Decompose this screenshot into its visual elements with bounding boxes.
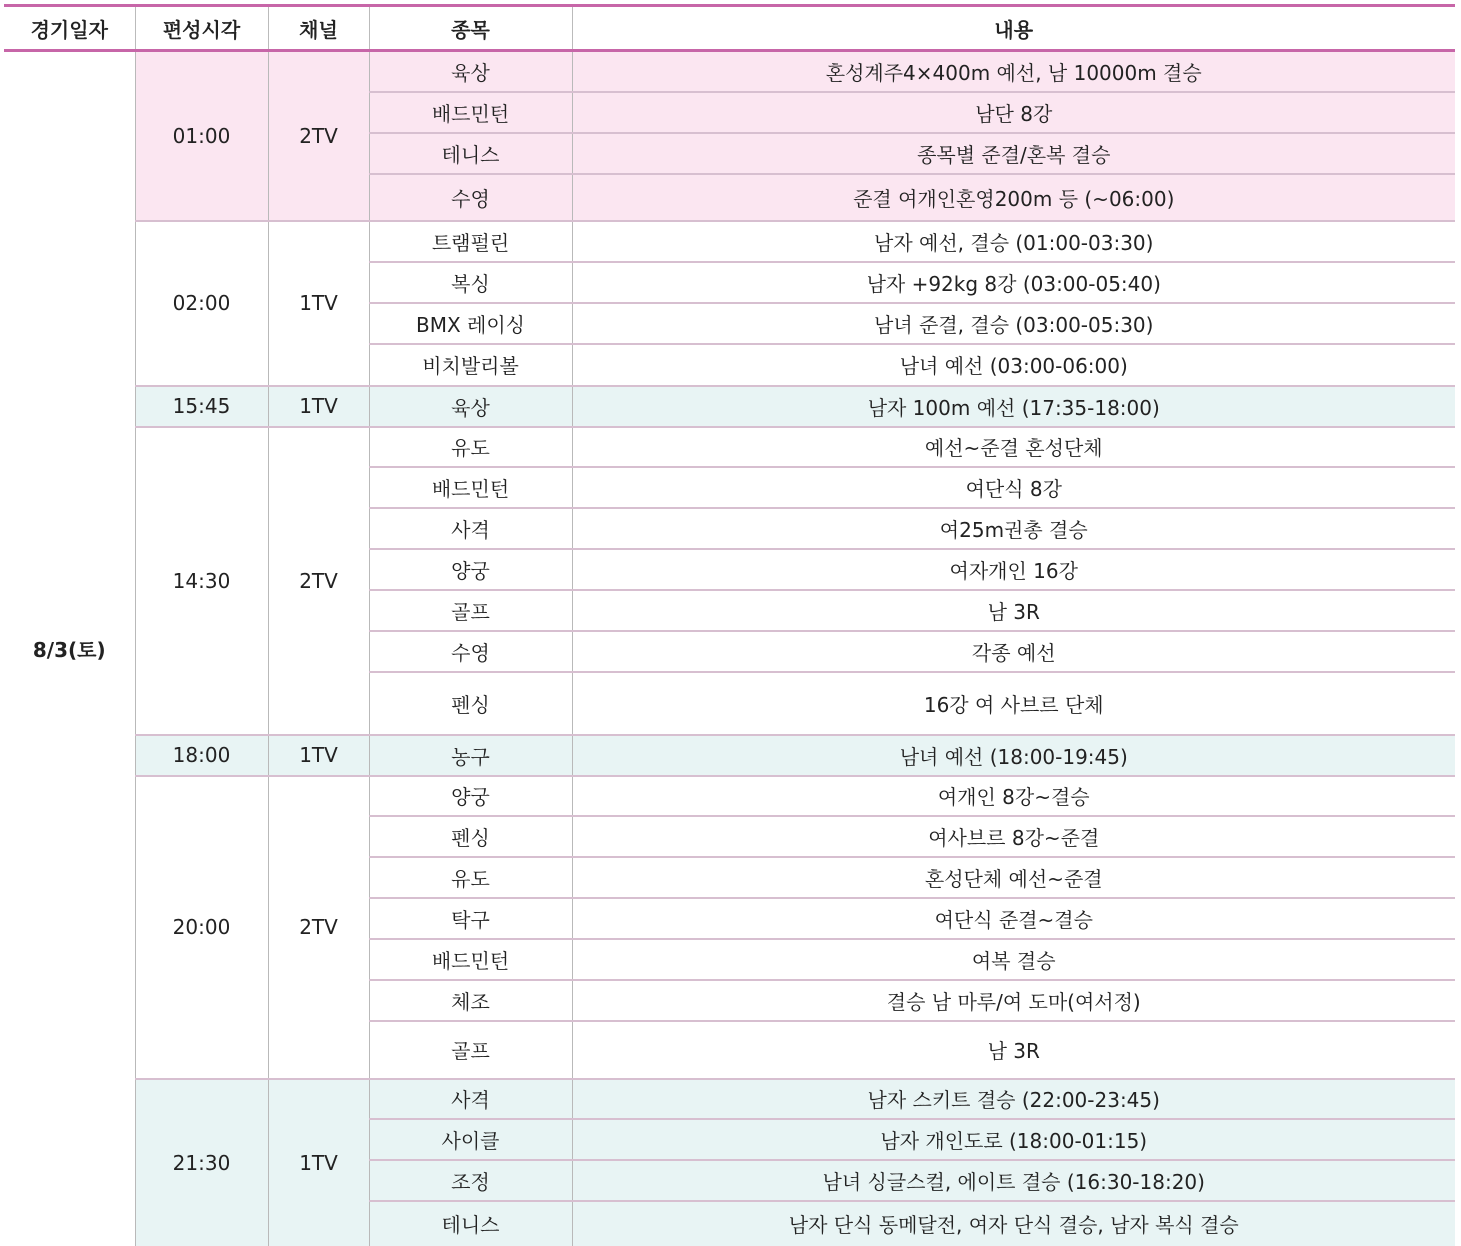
time-cell: 18:00: [135, 735, 268, 776]
time-cell: 21:30: [135, 1079, 268, 1246]
sport-cell: 양궁: [369, 776, 572, 816]
content-cell: 여사브르 8강~준결: [572, 816, 1455, 857]
sport-cell: 배드민턴: [369, 92, 572, 133]
time-cell: 15:45: [135, 386, 268, 427]
channel-cell: 1TV: [268, 735, 369, 776]
sport-cell: 유도: [369, 857, 572, 898]
sport-cell: 수영: [369, 174, 572, 221]
content-cell: 준결 여개인혼영200m 등 (~06:00): [572, 174, 1455, 221]
content-cell: 여단식 8강: [572, 467, 1455, 508]
sport-cell: 배드민턴: [369, 467, 572, 508]
header-row: [4, 6, 1455, 51]
table-row: [4, 221, 1455, 262]
content-cell: 남자 단식 동메달전, 여자 단식 결승, 남자 복식 결승: [572, 1201, 1455, 1246]
content-cell: 결승 남 마루/여 도마(여서정): [572, 980, 1455, 1021]
table-row: [4, 51, 1455, 92]
sport-cell: 탁구: [369, 898, 572, 939]
content-cell: 남녀 준결, 결승 (03:00-05:30): [572, 303, 1455, 344]
content-cell: 남단 8강: [572, 92, 1455, 133]
content-cell: 여개인 8강~결승: [572, 776, 1455, 816]
content-cell: 남자 개인도로 (18:00-01:15): [572, 1119, 1455, 1160]
sport-cell: 수영: [369, 631, 572, 672]
sport-cell: BMX 레이싱: [369, 303, 572, 344]
content-cell: 혼성계주4×400m 예선, 남 10000m 결승: [572, 51, 1455, 92]
sport-cell: 유도: [369, 427, 572, 467]
sport-cell: 육상: [369, 386, 572, 427]
sport-cell: 배드민턴: [369, 939, 572, 980]
header-date: 경기일자: [4, 6, 135, 51]
content-cell: 남자 +92kg 8강 (03:00-05:40): [572, 262, 1455, 303]
content-cell: 혼성단체 예선~준결: [572, 857, 1455, 898]
channel-cell: 2TV: [268, 776, 369, 1079]
sport-cell: 조정: [369, 1160, 572, 1201]
time-cell: 01:00: [135, 51, 268, 221]
sport-cell: 사격: [369, 1079, 572, 1119]
channel-cell: 1TV: [268, 221, 369, 386]
header-time: 편성시각: [135, 6, 268, 51]
sport-cell: 육상: [369, 51, 572, 92]
content-cell: 여단식 준결~결승: [572, 898, 1455, 939]
content-cell: 남 3R: [572, 590, 1455, 631]
sport-cell: 비치발리볼: [369, 344, 572, 386]
channel-cell: 1TV: [268, 1079, 369, 1246]
content-cell: 종목별 준결/혼복 결승: [572, 133, 1455, 174]
header-channel: 채널: [268, 6, 369, 51]
content-cell: 예선~준결 혼성단체: [572, 427, 1455, 467]
time-cell: 14:30: [135, 427, 268, 735]
sport-cell: 체조: [369, 980, 572, 1021]
sport-cell: 농구: [369, 735, 572, 776]
content-cell: 여복 결승: [572, 939, 1455, 980]
table-header: [4, 6, 1455, 51]
sport-cell: 테니스: [369, 1201, 572, 1246]
content-cell: 남 3R: [572, 1021, 1455, 1079]
channel-cell: 2TV: [268, 51, 369, 221]
date-cell: 8/3(토): [4, 51, 135, 1246]
content-cell: 남녀 싱글스컬, 에이트 결승 (16:30-18:20): [572, 1160, 1455, 1201]
table-body: [4, 51, 1455, 1246]
sport-cell: 사이클: [369, 1119, 572, 1160]
table-row: [4, 776, 1455, 816]
content-cell: 16강 여 사브르 단체: [572, 672, 1455, 735]
broadcast-schedule-table: [4, 4, 1455, 1246]
table-row: [4, 386, 1455, 427]
content-cell: 남녀 예선 (03:00-06:00): [572, 344, 1455, 386]
table-row: [4, 735, 1455, 776]
sport-cell: 트램펄린: [369, 221, 572, 262]
content-cell: 각종 예선: [572, 631, 1455, 672]
sport-cell: 골프: [369, 1021, 572, 1079]
sport-cell: 사격: [369, 508, 572, 549]
content-cell: 남녀 예선 (18:00-19:45): [572, 735, 1455, 776]
sport-cell: 복싱: [369, 262, 572, 303]
table-row: [4, 427, 1455, 467]
header-content: 내용: [572, 6, 1455, 51]
channel-cell: 1TV: [268, 386, 369, 427]
content-cell: 남자 스키트 결승 (22:00-23:45): [572, 1079, 1455, 1119]
table-row: [4, 1079, 1455, 1119]
channel-cell: 2TV: [268, 427, 369, 735]
content-cell: 남자 100m 예선 (17:35-18:00): [572, 386, 1455, 427]
sport-cell: 펜싱: [369, 816, 572, 857]
sport-cell: 양궁: [369, 549, 572, 590]
content-cell: 여자개인 16강: [572, 549, 1455, 590]
time-cell: 02:00: [135, 221, 268, 386]
sport-cell: 펜싱: [369, 672, 572, 735]
header-sport: 종목: [369, 6, 572, 51]
content-cell: 여25m권총 결승: [572, 508, 1455, 549]
time-cell: 20:00: [135, 776, 268, 1079]
sport-cell: 골프: [369, 590, 572, 631]
sport-cell: 테니스: [369, 133, 572, 174]
content-cell: 남자 예선, 결승 (01:00-03:30): [572, 221, 1455, 262]
